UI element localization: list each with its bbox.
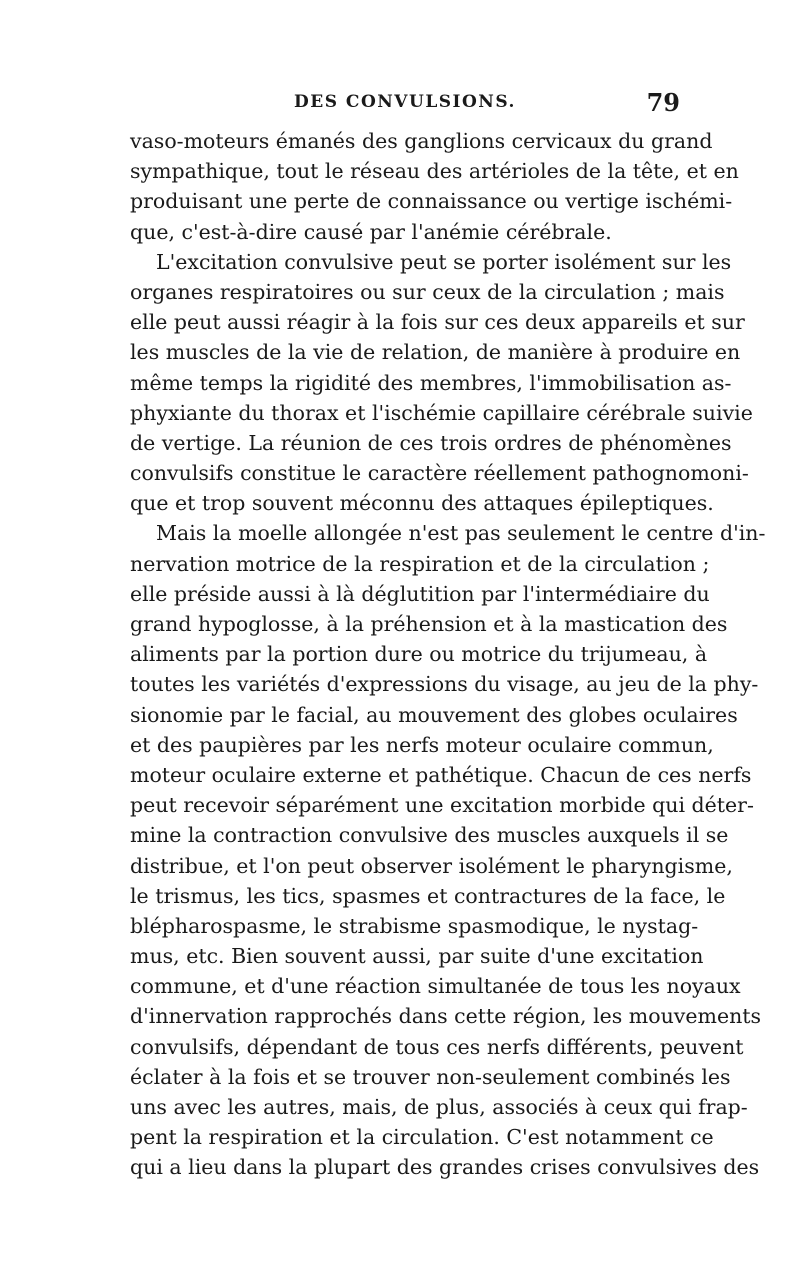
paragraph-first-line: L'excitation convulsive peut se porter isolément sur les [156, 249, 732, 274]
text-line: que, c'est-à-dire causé par l'anémie cérébrale. [130, 219, 612, 244]
text-line: peut recevoir séparément une excitation morbide qui déter- [130, 793, 754, 818]
text-line: même temps la rigidité des membres, l'immobilisation as- [130, 370, 732, 395]
text-line: mine la contraction convulsive des muscles auxquels il se [130, 823, 729, 848]
text-line: convulsifs, dépendant de tous ces nerfs différents, peuvent [130, 1034, 744, 1059]
text-line: éclater à la fois et se trouver non-seulement combinés les [130, 1064, 731, 1089]
text-line: moteur oculaire externe et pathétique. Chacun de ces nerfs [130, 762, 752, 787]
text-line: toutes les variétés d'expressions du visage, au jeu de la phy- [130, 672, 759, 697]
text-line: aliments par la portion dure ou motrice du trijumeau, à [130, 642, 708, 667]
text-line: blépharospasme, le strabisme spasmodique, le nystag- [130, 913, 699, 938]
body-text [130, 126, 766, 1183]
text-line: et des paupières par les nerfs moteur oculaire commun, [130, 732, 714, 757]
text-line: d'innervation rapprochés dans cette région, les mouvements [130, 1004, 762, 1029]
text-line: les muscles de la vie de relation, de manière à produire en [130, 340, 741, 365]
text-line: uns avec les autres, mais, de plus, associés à ceux qui frap- [130, 1095, 748, 1119]
paragraph-first-line: Mais la moelle allongée n'est pas seulement le centre d'in- [156, 521, 766, 546]
text-line: grand hypoglosse, à la préhension et à la mastication des [130, 612, 728, 636]
text-line: sympathique, tout le réseau des artérioles de la tête, et en [130, 159, 739, 184]
text-line: commune, et d'une réaction simultanée de tous les noyaux [130, 974, 741, 999]
page-number: 79 [646, 88, 680, 117]
text-line: convulsifs constitue le caractère réellement pathognomoni- [130, 461, 749, 486]
text-line: que et trop souvent méconnu des attaques épileptiques. [130, 491, 714, 516]
text-line: qui a lieu dans la plupart des grandes crises convulsives des [130, 1155, 760, 1180]
page-header [130, 86, 680, 122]
text-line: mus, etc. Bien souvent aussi, par suite d'une excitation [130, 944, 704, 969]
text-line: pent la respiration et la circulation. C'est notamment ce [130, 1125, 714, 1150]
text-line: le trismus, les tics, spasmes et contractures de la face, le [130, 883, 726, 908]
text-line: vaso-moteurs émanés des ganglions cervicaux du grand [130, 129, 713, 153]
text-line: phyxiante du thorax et l'ischémie capillaire cérébrale suivie [130, 400, 753, 425]
text-line: elle préside aussi à là déglutition par l'intermédiaire du [130, 581, 710, 606]
text-line: organes respiratoires ou sur ceux de la circulation ; mais [130, 279, 725, 304]
text-line: distribue, et l'on peut observer isolément le pharyngisme, [130, 853, 733, 878]
text-line: sionomie par le facial, au mouvement des globes oculaires [130, 702, 738, 727]
text-line: elle peut aussi réagir à la fois sur ces deux appareils et sur [130, 310, 745, 335]
text-line: produisant une perte de connaissance ou vertige ischémi- [130, 189, 733, 214]
text-line: nervation motrice de la respiration et de la circulation ; [130, 551, 710, 576]
running-title: DES CONVULSIONS. [294, 92, 516, 112]
text-line: de vertige. La réunion de ces trois ordres de phénomènes [130, 430, 732, 455]
